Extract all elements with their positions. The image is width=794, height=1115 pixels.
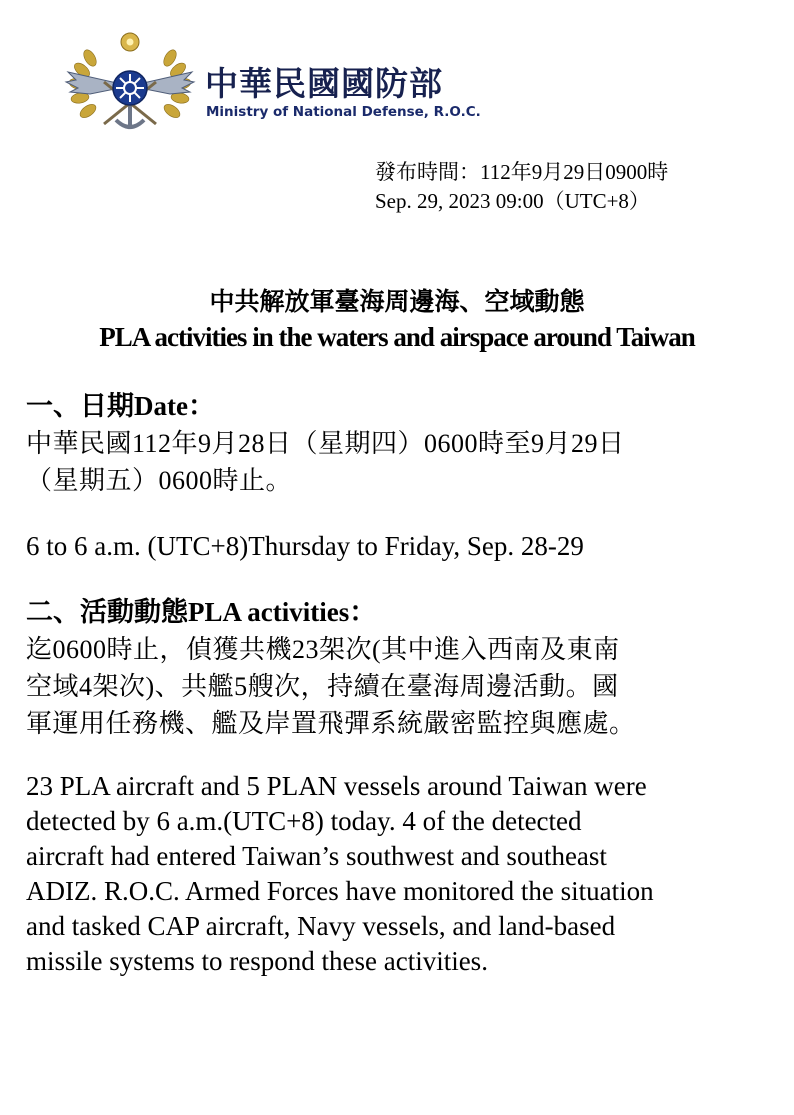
section-date-en (26, 529, 584, 564)
section-activities-en (26, 769, 654, 979)
activities-en-line: aircraft had entered Taiwan’s southwest and southeast (26, 841, 607, 871)
document-title (0, 286, 794, 354)
activities-en-line: 23 PLA aircraft and 5 PLAN vessels around Taiwan were (26, 771, 647, 801)
activities-zh-line: 迄0600時止，偵獲共機23架次(其中進入西南及東南 (26, 635, 620, 664)
section-date-heading: 一、日期Date： (26, 391, 215, 421)
release-time-zh: 發布時間：112年9月29日0900時 (375, 160, 669, 184)
section-date-zh (26, 425, 625, 499)
section-activities-heading: 二、活動動態PLA activities： (26, 597, 377, 627)
activities-en-line: and tasked CAP aircraft, Navy vessels, and land-based (26, 911, 616, 941)
date-en-line: 6 to 6 a.m. (UTC+8)Thursday to Friday, Sep. 28-29 (26, 531, 584, 561)
title-zh: 中共解放軍臺海周邊海、空域動態 (209, 289, 585, 316)
title-en: PLA activities in the waters and airspace around Taiwan (99, 322, 695, 352)
date-zh-line: 中華民國112年9月28日（星期四）0600時至9月29日 (26, 429, 625, 458)
org-name-zh: 中華民國國防部 (205, 64, 443, 103)
activities-en-line: missile systems to respond these activities. (26, 946, 488, 976)
org-name-en: Ministry of National Defense, R.O.C. (206, 104, 481, 120)
activities-zh-line: 軍運用任務機、艦及岸置飛彈系統嚴密監控與應處。 (26, 709, 636, 738)
mnd-emblem-icon (60, 28, 200, 140)
section-date (26, 390, 625, 499)
activities-en-line: detected by 6 a.m.(UTC+8) today. 4 of the detected (26, 806, 582, 836)
activities-zh-line: 空域4架次)、共艦5艘次，持續在臺海周邊活動。國 (26, 672, 619, 701)
release-time-en: Sep. 29, 2023 09:00（UTC+8） (375, 189, 650, 213)
activities-en-line: ADIZ. R.O.C. Armed Forces have monitored the situation (26, 876, 654, 906)
section-activities-zh (26, 631, 636, 742)
release-time (375, 158, 668, 216)
date-zh-line: （星期五）0600時止。 (26, 466, 293, 495)
section-activities (26, 596, 636, 742)
